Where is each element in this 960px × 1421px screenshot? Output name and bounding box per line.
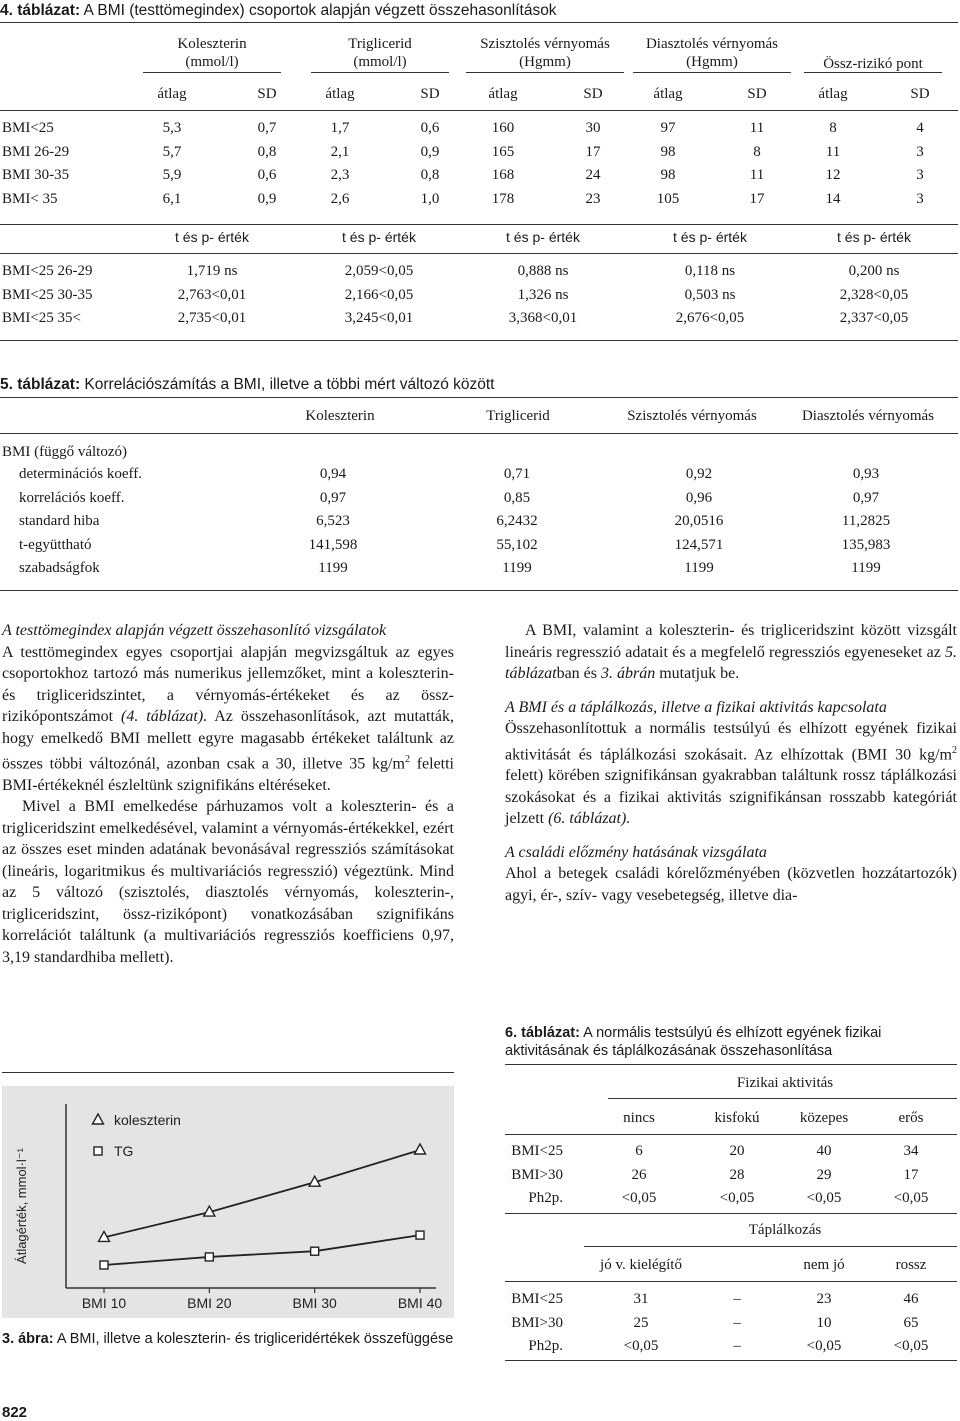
table4-cell: 105 xyxy=(656,190,680,207)
table4-subheader-rule xyxy=(0,110,958,111)
figure3-caption-text: A BMI, illetve a koleszterin- és trigliceridértékek összefüggése xyxy=(53,1331,454,1347)
table5-group-label: BMI (függő változó) xyxy=(2,444,127,460)
table4-cell: 0,8 xyxy=(257,143,277,160)
legend-marker-koleszterin xyxy=(93,1114,104,1124)
table4-tp-cell: 1,326 ns xyxy=(517,286,569,303)
legend-marker-tg xyxy=(94,1147,102,1155)
table5-caption-text: Korrelációszámítás a BMI, illetve a többi mért változó között xyxy=(80,376,495,393)
x-tick-label: BMI 10 xyxy=(81,1295,127,1311)
table4-tp-rule xyxy=(0,253,958,254)
table6-section1-header-rule xyxy=(505,1134,957,1135)
table4-tp-cell: 3,245<0,01 xyxy=(344,310,414,326)
table4-cell: 3 xyxy=(916,143,924,160)
table5-cell: 124,571 xyxy=(674,536,724,553)
table5-row-label: standard hiba xyxy=(19,513,100,530)
table4-cell: 11 xyxy=(825,143,841,160)
table4-group-header: Triglicerid xyxy=(348,36,412,52)
table6-section1-row-label: Ph2p. xyxy=(528,1190,563,1206)
table6-section2-cell: 25 xyxy=(633,1314,649,1331)
x-tick-label: BMI 40 xyxy=(397,1295,443,1311)
table5-cell: 20,0516 xyxy=(674,513,724,530)
data-point-koleszterin xyxy=(415,1144,426,1154)
table5-cell: 6,2432 xyxy=(496,513,538,530)
table4-group-header: Szisztolés vérnyomás xyxy=(480,36,610,52)
table4-group-header: Diasztolés vérnyomás xyxy=(645,36,779,52)
section-heading-family: A családi előzmény hatásának vizsgálata xyxy=(505,843,767,861)
table4-cell: 4 xyxy=(916,120,924,136)
table5-col-header: Koleszterin xyxy=(305,408,375,424)
table4-caption xyxy=(0,0,960,22)
table5-header-rule xyxy=(0,433,958,434)
table4-tp-header: t és p- érték xyxy=(342,229,416,245)
table4-subheader: SD xyxy=(910,86,930,102)
table6-section2-header: jó v. kielégítő xyxy=(600,1257,682,1273)
table6-section1-cell: 26 xyxy=(631,1166,647,1183)
table6-bottom-rule xyxy=(505,1360,957,1361)
table4-group-unit: (Hgmm) xyxy=(686,54,738,70)
table5-cell: 0,85 xyxy=(503,489,531,506)
table4-cell: 2,3 xyxy=(330,167,350,183)
figure3-caption-num: 3. ábra: xyxy=(2,1331,54,1347)
table4-cell: 1,0 xyxy=(420,190,440,207)
figure3-chart xyxy=(2,1086,454,1318)
table4-tp-header: t és p- érték xyxy=(673,229,747,245)
table4-tp-header: t és p- érték xyxy=(837,229,911,245)
table4-cell: 2,1 xyxy=(330,143,350,160)
table4-tp-cell: 2,166<0,05 xyxy=(344,286,414,303)
table4-cell: 0,6 xyxy=(257,167,277,183)
y-axis-label: Átlagérték, mmol·l⁻¹ xyxy=(14,1148,29,1264)
paragraph-family: Ahol a betegek családi kórelőzményében (közvetlen hozzátartozók) agyi, ér-, szív- vagy vesebetegség, illetve dia- xyxy=(505,865,957,904)
table6-section1-header: kisfokú xyxy=(714,1110,760,1126)
table4-cell: 178 xyxy=(491,190,515,207)
table4-cell: 11 xyxy=(749,120,765,136)
table5-row-label: korrelációs koeff. xyxy=(19,489,125,506)
table5-cell: 1199 xyxy=(684,560,714,577)
table4-tp-cell: 2,735<0,01 xyxy=(177,310,247,326)
table5-cell: 11,2825 xyxy=(841,513,891,530)
table4-bottom-rule xyxy=(0,340,958,341)
figure3-top-rule xyxy=(2,1072,454,1073)
table4-subheader: átlag xyxy=(818,86,848,102)
table5-cell: 0,94 xyxy=(319,466,347,482)
table5-cell: 0,97 xyxy=(319,489,347,506)
legend-label-tg: TG xyxy=(114,1143,134,1159)
table6-section2-header: rossz xyxy=(895,1257,927,1273)
table4-subheader: átlag xyxy=(325,86,355,102)
table4-group-underline xyxy=(311,72,449,73)
table6-section1-cell: 28 xyxy=(729,1166,745,1183)
section-heading-bmi-comparison: A testtömegindex alapján végzett összehasonlító vizsgálatok xyxy=(2,622,387,639)
table4-cell: 23 xyxy=(585,190,601,207)
table4-group-header: Össz-rizikó pont xyxy=(823,56,923,72)
table4-cell: 8 xyxy=(753,143,761,160)
right-column xyxy=(505,620,957,906)
table4-tp-cell: 0,503 ns xyxy=(684,286,736,303)
table6-section1-cell: 29 xyxy=(816,1166,832,1183)
table5-cell: 1199 xyxy=(851,560,881,577)
table6-section1-cell: 34 xyxy=(903,1143,919,1159)
table4-tp-row-label: BMI<25 26-29 xyxy=(2,263,93,279)
table4-cell: 1,7 xyxy=(330,120,350,136)
table5-cell: 0,92 xyxy=(685,466,713,482)
table6-top-rule xyxy=(505,1064,957,1065)
table6-section2-header: nem jó xyxy=(803,1257,845,1273)
table6-section1-title-rule xyxy=(608,1098,957,1099)
table6-section2-cell: 23 xyxy=(816,1291,832,1307)
table6-section1-row-label: BMI>30 xyxy=(511,1166,563,1183)
table4-subheader: átlag xyxy=(157,86,187,102)
table6-section1-row-label: BMI<25 xyxy=(511,1143,563,1159)
table4-group-unit: (mmol/l) xyxy=(185,54,239,70)
table6-section1-header: nincs xyxy=(623,1110,655,1126)
paragraph-regression-ref: A BMI, valamint a koleszterin- és trigliceridszint között vizsgált lineáris regresszió adatait és a megfelelő regressziós egyeneseket az 5. táblázatban és 3. ábrán mutatjuk be. xyxy=(505,622,957,682)
table4-group-underline xyxy=(466,72,624,73)
table6-section2-row-label: BMI<25 xyxy=(511,1291,563,1307)
table5-row-label: szabadságfok xyxy=(19,560,100,577)
table6-caption-text: A normális testsúlyú és elhízott egyének fizikai aktivitásának és táplálkozásának összehasonlítása xyxy=(505,1025,882,1059)
table4-cell: 11 xyxy=(749,167,765,183)
table4-row-label: BMI 26-29 xyxy=(2,143,70,160)
table4-cell: 24 xyxy=(585,167,601,183)
table4-group-unit: (Hgmm) xyxy=(519,54,571,70)
table4-caption-text: A BMI (testtömegindex) csoportok alapján végzett összehasonlítások xyxy=(80,2,557,19)
table4-cell: 0,8 xyxy=(420,167,440,183)
table6-section2-title: Táplálkozás xyxy=(748,1222,822,1238)
table5-cell: 1199 xyxy=(318,560,348,577)
table4-cell: 17 xyxy=(749,190,765,207)
table4-cell: 160 xyxy=(491,120,515,136)
table4-row-label: BMI< 35 xyxy=(2,190,58,207)
table5-cell: 0,96 xyxy=(685,489,713,506)
table6-section2-cell: 65 xyxy=(903,1314,919,1331)
table4-row-label: BMI 30-35 xyxy=(2,167,70,183)
legend-label-koleszterin: koleszterin xyxy=(114,1112,181,1128)
table6-section2-cell: <0,05 xyxy=(893,1338,929,1354)
table5-cell: 0,97 xyxy=(852,489,880,506)
table4-subheader: SD xyxy=(257,86,277,102)
table6-section2-cell: – xyxy=(733,1291,741,1307)
left-column xyxy=(2,620,454,968)
table4-tp-row-label: BMI<25 35< xyxy=(2,310,82,326)
paragraph-nutrition: Összehasonlítottuk a normális testsúlyú és elhízott egyének fizikai aktivitását és táplálkozási szokásait. Az elhízottak (BMI 30 $kg/m^2$ felett) körében szignifikánsan gyakrabban találtunk rossz táplálkozási szokásokat és a fizikai aktivitás szignifikánsan rosszabb kategóriát jelzett (6. táblázat). xyxy=(505,720,957,828)
table6-section1-cell: 17 xyxy=(903,1166,919,1183)
table6-section2-header-rule xyxy=(505,1281,957,1282)
table4-group-header: Koleszterin xyxy=(177,36,247,52)
table4-cell: 98 xyxy=(660,167,676,183)
table4-cell: 17 xyxy=(585,143,601,160)
table4-cell: 5,3 xyxy=(162,120,182,136)
table4-group-underline xyxy=(633,72,791,73)
table5-cell: 1199 xyxy=(502,560,532,577)
table6-section2-cell: 10 xyxy=(816,1314,832,1331)
table6-section2-cell: – xyxy=(733,1314,741,1331)
table4-tp-cell: 0,118 ns xyxy=(684,263,736,279)
table6-section1-cell: <0,05 xyxy=(719,1190,755,1206)
table4-cell: 8 xyxy=(829,120,837,136)
table5-cell: 6,523 xyxy=(316,513,350,530)
table5-col-header: Szisztolés vérnyomás xyxy=(627,408,757,424)
table4-caption-num: 4. táblázat: xyxy=(0,2,81,19)
table4-tp-header: t és p- érték xyxy=(175,229,249,245)
table4-cell: 6,1 xyxy=(162,190,182,207)
table5-bottom-rule xyxy=(0,590,958,591)
table5-caption-num: 5. táblázat: xyxy=(0,376,81,393)
table5-row-label: determinációs koeff. xyxy=(19,466,143,482)
data-point-tg xyxy=(311,1247,319,1255)
table4-tp-cell: 1,719 ns xyxy=(186,263,238,279)
table4-subheader: SD xyxy=(583,86,603,102)
figure3-panel xyxy=(2,1086,454,1318)
table4-cell: 30 xyxy=(585,120,601,136)
table4-group-underline xyxy=(143,72,281,73)
series-line-tg xyxy=(104,1235,420,1265)
table5-row-label: t-együttható xyxy=(19,536,92,553)
table5-cell: 0,93 xyxy=(852,466,880,482)
table4-cell: 5,9 xyxy=(162,167,182,183)
series-line-koleszterin xyxy=(104,1150,420,1237)
table6-section1-bottom-rule xyxy=(505,1213,957,1214)
table6-caption xyxy=(505,1024,957,1060)
paragraph-bmi-comparison: A testtömegindex egyes csoportjai alapján megvizsgáltuk az egyes csoportokhoz tartozó más numerikus jellemzőket, mint a koleszterin- és trigliceridszintet, a vérnyomás-értékeket és az össz-rizikópontszámot (4. táblázat). Az összehasonlítások, azt mutatták, hogy emelkedő BMI mellett egyre magasabb értékeket találtunk az összes többi változónál, azonban csak a 30, illetve 35 $kg/m^2$ feletti BMI-értékeknél észleltünk szignifikáns eltéréseket. xyxy=(2,643,455,794)
data-point-tg xyxy=(100,1261,108,1269)
page-number: 822 xyxy=(2,1404,28,1421)
table4-tp-cell: 3,368<0,01 xyxy=(508,310,578,326)
table4-tp-cell: 0,888 ns xyxy=(517,263,569,279)
table5-col-header: Triglicerid xyxy=(486,408,550,424)
table4-top-rule xyxy=(0,22,958,23)
table6-section1-cell: <0,05 xyxy=(621,1190,657,1206)
table6-section2-cell: <0,05 xyxy=(623,1338,659,1354)
table4-tp-cell: 2,059<0,05 xyxy=(344,263,414,279)
data-point-tg xyxy=(416,1231,424,1239)
table4-tp-header: t és p- érték xyxy=(506,229,580,245)
table4-cell: 97 xyxy=(660,120,676,136)
table6-section1-cell: <0,05 xyxy=(806,1190,842,1206)
table5-cell: 0,71 xyxy=(503,466,531,482)
table4-cell: 12 xyxy=(825,167,841,183)
table5-col-header: Diasztolés vérnyomás xyxy=(801,408,935,424)
table4-cell: 168 xyxy=(491,167,515,183)
table5-cell: 141,598 xyxy=(308,536,358,553)
x-tick-label: BMI 20 xyxy=(187,1295,232,1311)
table4-cell: 0,7 xyxy=(257,120,277,136)
table6-section2-title-rule xyxy=(584,1246,957,1247)
paragraph-regression: Mivel a BMI emelkedése párhuzamos volt a koleszterin- és a trigliceridszint emelkedésével, valamint a vérnyomás-értékekkel, ezért az összes eset minden adatának bevonásával regressziós számításokat (lineáris, logaritmikus és multivariációs regresszió) végeztünk. Mind az 5 változó (szisztolés, diasztolés vérnyomás, koleszterin-, trigliceridszint, össz-rizikópont) vonatkozásában szignifikáns korrelációt találtunk (a multivariációs regressziós koefficiens 0,97, 3,19 standardhiba mellett). xyxy=(2,798,454,966)
table5-cell: 55,102 xyxy=(496,536,538,553)
table4-cell: 165 xyxy=(491,143,515,160)
table4-tp-cell: 2,763<0,01 xyxy=(177,286,247,303)
table4-cell: 0,6 xyxy=(420,120,440,136)
data-point-tg xyxy=(205,1253,213,1261)
table6-section1-header: erős xyxy=(898,1110,924,1126)
table6-section1-cell: <0,05 xyxy=(893,1190,929,1206)
table4-tp-cell: 2,328<0,05 xyxy=(839,286,909,303)
table6-section2-cell: 31 xyxy=(633,1291,649,1307)
table4-subheader: átlag xyxy=(653,86,683,102)
table4-cell: 5,7 xyxy=(162,143,182,160)
table4-cell: 3 xyxy=(916,167,924,183)
table4-cell: 2,6 xyxy=(330,190,350,207)
table4-cell: 0,9 xyxy=(420,143,440,160)
table4-subheader: átlag xyxy=(488,86,518,102)
table6-section1-cell: 40 xyxy=(816,1143,832,1159)
table4-mid-rule xyxy=(0,224,958,225)
table4-tp-row-label: BMI<25 30-35 xyxy=(2,286,93,303)
table6-section1-cell: 6 xyxy=(635,1143,643,1159)
table4-tp-cell: 0,200 ns xyxy=(848,263,900,279)
table4-subheader: SD xyxy=(747,86,767,102)
table4-subheader: SD xyxy=(420,86,440,102)
table6-section2-row-label: BMI>30 xyxy=(511,1314,563,1331)
table6-section2-cell: – xyxy=(733,1338,741,1354)
table6-caption-num: 6. táblázat: xyxy=(505,1025,580,1041)
table5-top-rule xyxy=(0,397,958,398)
table6-section1-header: közepes xyxy=(799,1110,849,1126)
table4-cell: 3 xyxy=(916,190,924,207)
table4-row-label: BMI<25 xyxy=(2,120,54,136)
table4-cell: 0,9 xyxy=(257,190,277,207)
table5-caption xyxy=(0,374,960,396)
table6-section2-cell: <0,05 xyxy=(806,1338,842,1354)
table5-cell: 135,983 xyxy=(841,536,891,553)
table6-section1-title: Fizikai aktivitás xyxy=(736,1075,834,1091)
figure3-caption xyxy=(2,1330,454,1349)
table6-section2-row-label: Ph2p. xyxy=(528,1338,563,1354)
table4-group-underline xyxy=(804,72,942,73)
table4-cell: 14 xyxy=(825,190,841,207)
x-tick-label: BMI 30 xyxy=(292,1295,337,1311)
table4-tp-cell: 2,337<0,05 xyxy=(839,310,909,326)
table4-tp-cell: 2,676<0,05 xyxy=(675,310,745,326)
table4-cell: 98 xyxy=(660,143,676,160)
table6-section1-cell: 20 xyxy=(729,1143,745,1159)
section-heading-nutrition: A BMI és a táplálkozás, illetve a fizikai aktivitás kapcsolata xyxy=(505,698,887,716)
table4-group-unit: (mmol/l) xyxy=(353,54,407,70)
table6-section2-cell: 46 xyxy=(903,1291,919,1307)
